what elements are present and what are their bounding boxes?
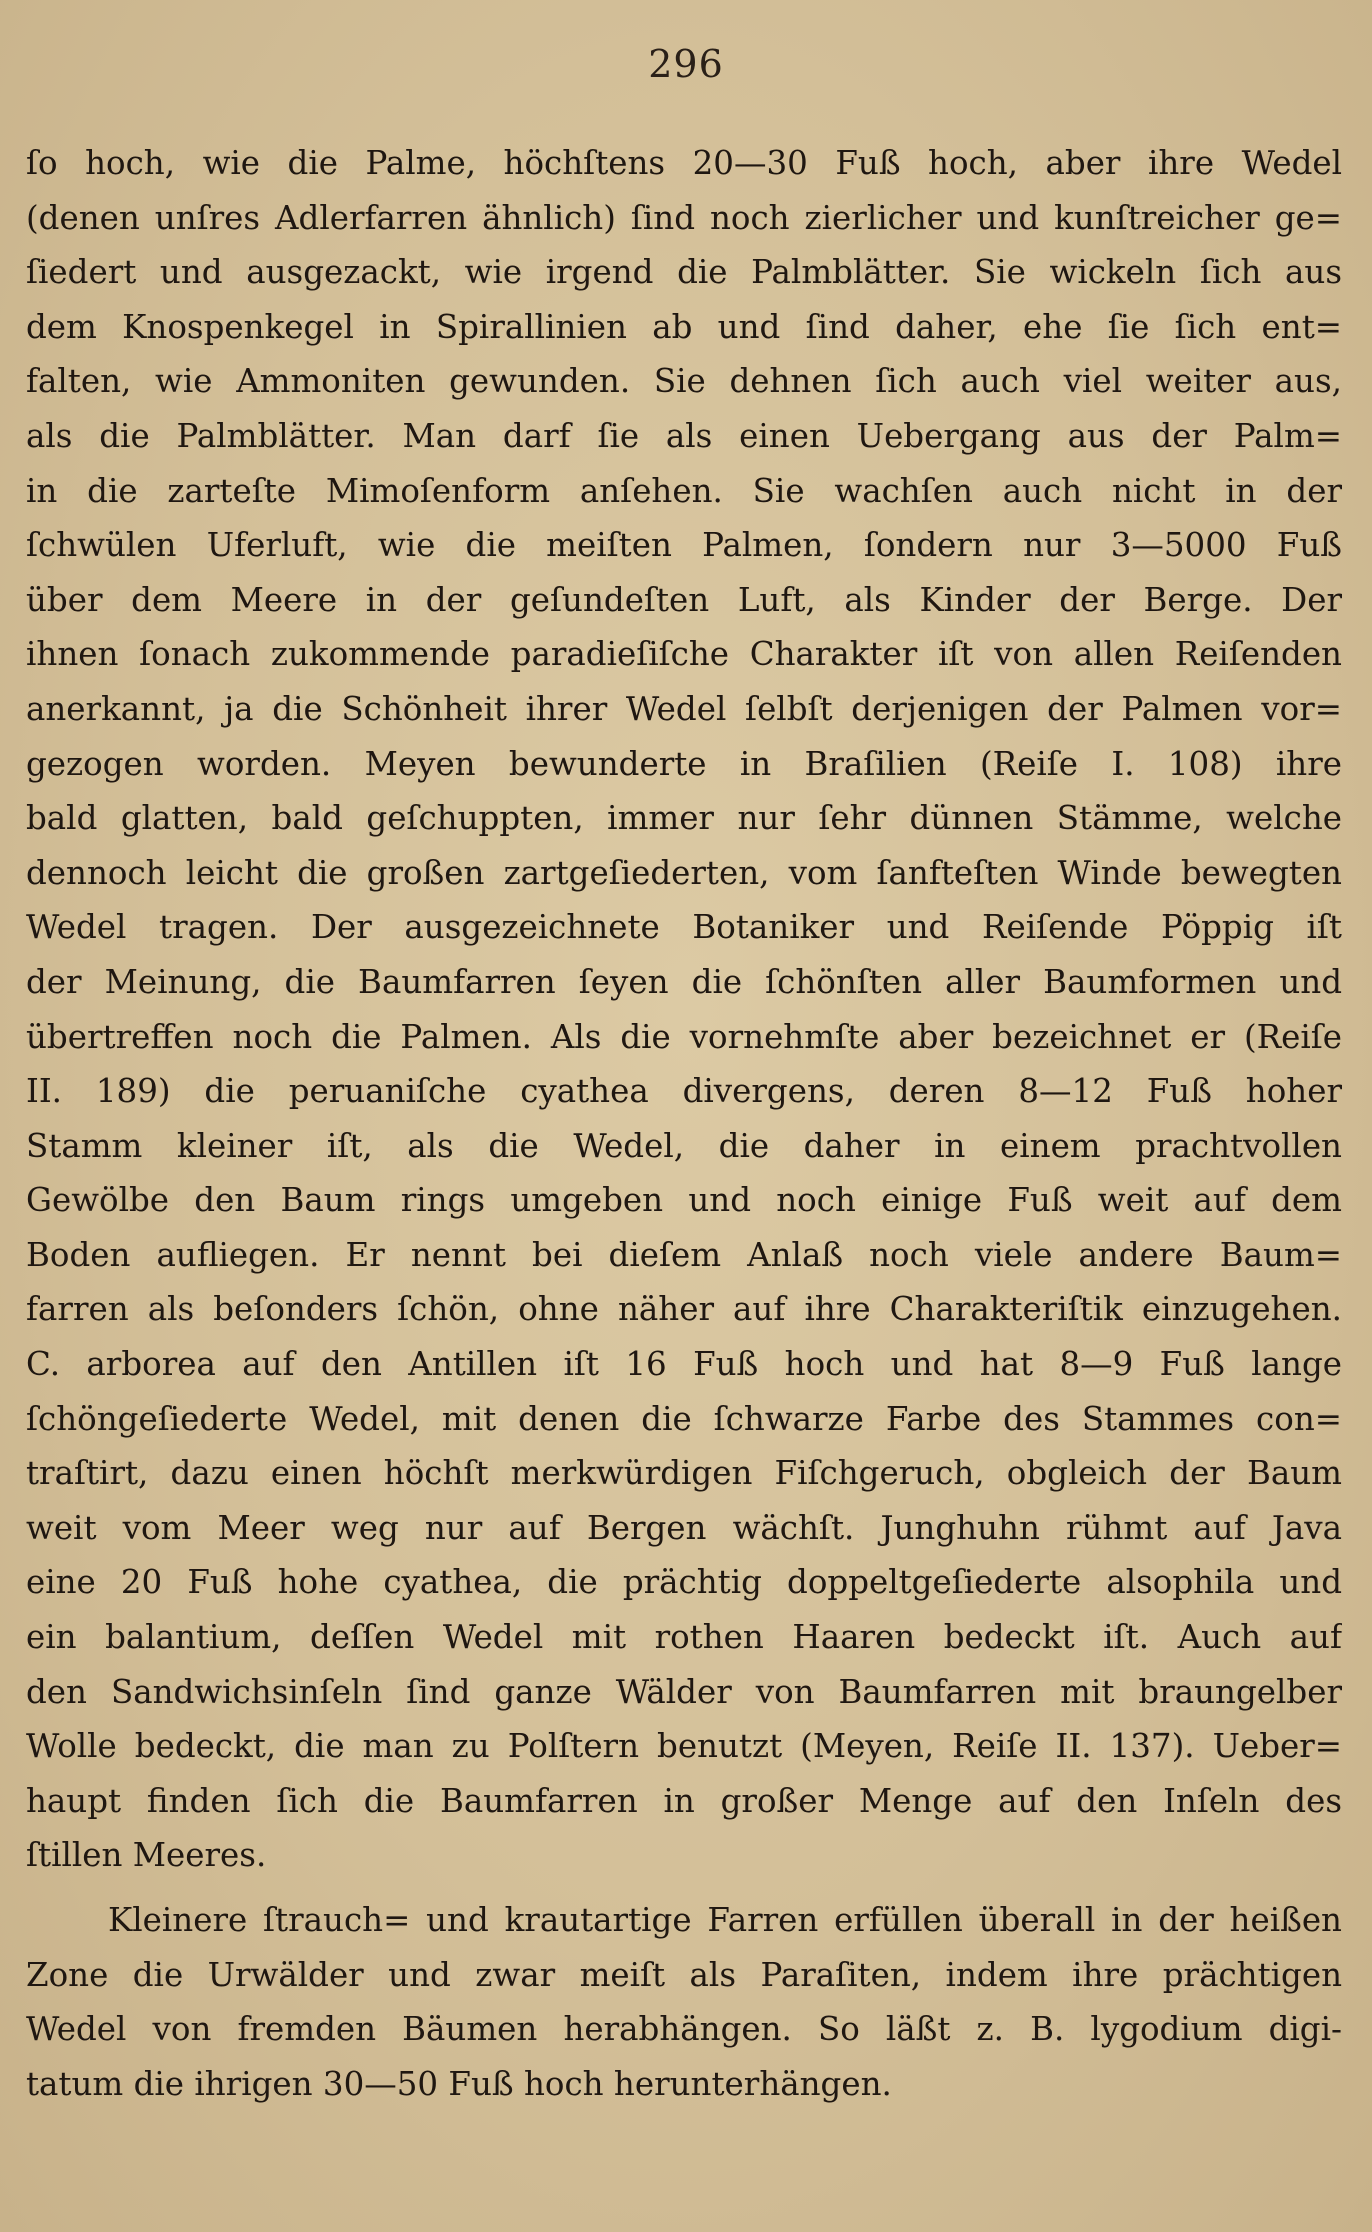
text-line: Wolle bedeckt, die man zu Polſtern benutzt (Meyen, Reiſe II. 137). Ueber= [26,1727,1342,1766]
text-line: falten, wie Ammoniten gewunden. Sie dehnen ſich auch viel weiter aus, [26,362,1342,401]
text-line: Wedel tragen. Der ausgezeichnete Botaniker und Reiſende Pöppig iſt [26,908,1342,947]
text-line: ſchwülen Uferluft, wie die meiſten Palmen, ſondern nur 3—5000 Fuß [26,526,1342,565]
text-line: bald glatten, bald geſchuppten, immer nur ſehr dünnen Stämme, welche [26,799,1342,838]
text-line: gezogen worden. Meyen bewunderte in Braſilien (Reiſe I. 108) ihre [26,744,1342,783]
text-line: übertreffen noch die Palmen. Als die vornehmſte aber bezeichnet er (Reiſe [26,1017,1342,1056]
paragraph-1 [26,136,1342,1883]
text-line: II. 189) die peruaniſche cyathea divergens, deren 8—12 Fuß hoher [26,1072,1342,1111]
text-line: als die Palmblätter. Man darf ſie als einen Uebergang aus der Palm= [26,416,1342,455]
text-line: Kleinere ſtrauch= und krautartige Farren erfüllen überall in der heißen [108,1901,1342,1939]
text-line: Wedel von fremden Bäumen herabhängen. So läßt z. B. lygodium digi- [26,2010,1342,2049]
text-line: den Sandwichsinſeln ſind ganze Wälder von Baumfarren mit braungelber [26,1672,1342,1711]
text-line: ihnen ſonach zukommende paradieſiſche Charakter iſt von allen Reiſenden [26,635,1342,674]
text-line: anerkannt, ja die Schönheit ihrer Wedel ſelbſt derjenigen der Palmen vor= [26,689,1342,728]
paragraph-2 [26,1893,1342,2111]
text-line: in die zarteſte Mimoſenform anſehen. Sie wachſen auch nicht in der [26,471,1342,510]
text-line: Boden aufliegen. Er nennt bei dieſem Anlaß noch viele andere Baum= [26,1235,1342,1274]
body-text [26,136,1342,2111]
text-line: Zone die Urwälder und zwar meiſt als Paraſiten, indem ihre prächtigen [26,1955,1342,1994]
text-line: tatum die ihrigen 30—50 Fuß hoch herunterhängen. [26,2064,892,2103]
text-line: (denen unſres Adlerfarren ähnlich) ſind noch zierlicher und kunſtreicher ge= [26,198,1342,237]
text-line: dem Knospenkegel in Spirallinien ab und ſind daher, ehe ſie ſich ent= [26,307,1342,346]
paragraph-spacer [26,1883,1342,1893]
text-line: eine 20 Fuß hohe cyathea, die prächtig doppeltgeſiederte alsophila und [26,1563,1342,1602]
text-line: ſo hoch, wie die Palme, höchſtens 20—30 Fuß hoch, aber ihre Wedel [26,144,1342,182]
text-line: ein balantium, deſſen Wedel mit rothen Haaren bedeckt iſt. Auch auf [26,1618,1342,1657]
text-line: ſtillen Meeres. [26,1836,267,1875]
text-line: traſtirt, dazu einen höchſt merkwürdigen Fiſchgeruch, obgleich der Baum [26,1454,1342,1493]
text-line: ſiedert und ausgezackt, wie irgend die Palmblätter. Sie wickeln ſich aus [26,253,1342,292]
text-line: weit vom Meer weg nur auf Bergen wächſt. Junghuhn rühmt auf Java [26,1508,1342,1547]
text-line: Gewölbe den Baum rings umgeben und noch einige Fuß weit auf dem [26,1181,1342,1220]
text-line: ſchöngeſiederte Wedel, mit denen die ſchwarze Farbe des Stammes con= [26,1399,1342,1438]
text-line: farren als beſonders ſchön, ohne näher auf ihre Charakteriſtik einzugehen. [26,1290,1342,1329]
text-line: haupt finden ſich die Baumfarren in großer Menge auf den Inſeln des [26,1781,1342,1820]
text-line: dennoch leicht die großen zartgeſiederten, vom ſanfteſten Winde bewegten [26,853,1342,892]
text-line: der Meinung, die Baumfarren ſeyen die ſchönſten aller Baumformen und [26,962,1342,1001]
text-line: über dem Meere in der geſundeſten Luft, als Kinder der Berge. Der [26,580,1342,619]
text-line: C. arborea auf den Antillen iſt 16 Fuß hoch und hat 8—9 Fuß lange [26,1345,1342,1384]
text-line: Stamm kleiner iſt, als die Wedel, die daher in einem prachtvollen [26,1126,1342,1165]
page-number: 296 [648,42,724,86]
